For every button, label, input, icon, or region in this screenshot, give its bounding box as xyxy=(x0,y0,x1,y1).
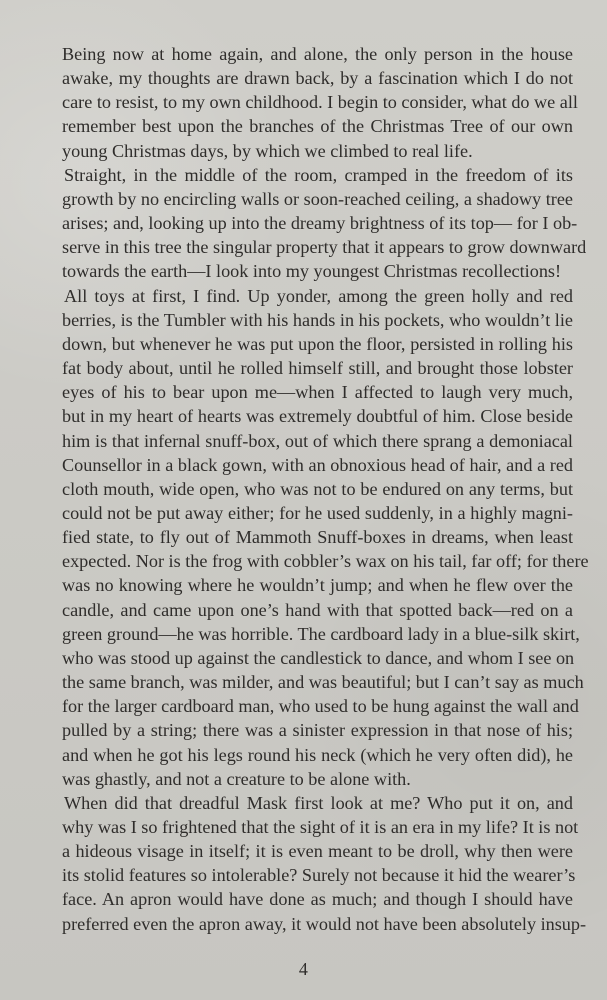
text-line: for the larger cardboard man, who used to be hung against the wall and xyxy=(62,696,579,717)
text-line: green ground—he was horrible. The cardboard lady in a blue-silk skirt, xyxy=(62,623,580,644)
paragraph-3 xyxy=(62,284,589,791)
text-line: was ghastly, and not a creature to be alone with. xyxy=(62,768,411,789)
text-line: its stolid features so intolerable? Surely not because it hid the wearer’s xyxy=(62,865,576,886)
text-line: candle, and came upon one’s hand with that spotted back—red on a xyxy=(62,599,573,620)
text-line: Straight, in the middle of the room, cramped in the freedom of its xyxy=(64,164,573,185)
text-line: serve in this tree the singular property that it appears to grow downward xyxy=(62,237,587,258)
text-line: remember best upon the branches of the Christmas Tree of our own xyxy=(62,116,573,137)
text-line: cloth mouth, wide open, who was not to be endured on any terms, but xyxy=(62,478,573,499)
text-line: All toys at first, I find. Up yonder, among the green holly and red xyxy=(64,285,573,306)
text-line: When did that dreadful Mask first look at me? Who put it on, and xyxy=(64,792,573,813)
text-line: Counsellor in a black gown, with an obnoxious head of hair, and a red xyxy=(62,454,573,475)
text-line: awake, my thoughts are drawn back, by a fascination which I do not xyxy=(62,68,573,89)
text-line: down, but whenever he was put upon the floor, persisted in rolling his xyxy=(62,333,573,354)
text-line: the same branch, was milder, and was beautiful; but I can’t say as much xyxy=(62,672,584,693)
paragraph-2 xyxy=(62,163,587,284)
text-block xyxy=(62,42,589,936)
text-line: fied state, to fly out of Mammoth Snuff-boxes in dreams, when least xyxy=(62,527,573,548)
text-line: berries, is the Tumbler with his hands in his pockets, who wouldn’t lie xyxy=(62,309,573,330)
text-line: a hideous visage in itself; it is even meant to be droll, why then were xyxy=(62,841,573,862)
text-line: was no knowing where he wouldn’t jump; and when he flew over the xyxy=(62,575,573,596)
paragraph-4 xyxy=(62,791,587,936)
text-line: towards the earth—I look into my youngest Christmas recollections! xyxy=(62,261,562,282)
text-line: fat body about, until he rolled himself still, and brought those lobster xyxy=(62,358,573,379)
paragraph-1 xyxy=(62,42,578,163)
text-line: Being now at home again, and alone, the only person in the house xyxy=(62,44,573,64)
text-line: him is that infernal snuff-box, out of which there sprang a demoniacal xyxy=(62,430,573,451)
text-line: growth by no encircling walls or soon-reached ceiling, a shadowy tree xyxy=(62,188,573,209)
text-line: who was stood up against the candlestick to dance, and whom I see on xyxy=(62,647,575,668)
page-number: 4 xyxy=(298,959,309,979)
text-line: eyes of his to bear upon me—when I affected to laugh very much, xyxy=(62,382,573,403)
text-line: arises; and, looking up into the dreamy brightness of its top— for I ob- xyxy=(62,213,578,234)
text-line: and when he got his legs round his neck (which he very often did), he xyxy=(62,744,573,765)
text-line: care to resist, to my own childhood. I begin to consider, what do we all xyxy=(62,92,578,113)
text-line: why was I so frightened that the sight of it is an era in my life? It is not xyxy=(62,817,579,837)
text-line: pulled by a string; there was a sinister expression in that nose of his; xyxy=(62,720,573,741)
text-line: preferred even the apron away, it would not have been absolutely insup- xyxy=(62,913,587,934)
text-line: could not be put away either; for he used suddenly, in a highly magni- xyxy=(62,502,573,523)
text-line: but in my heart of hearts was extremely doubtful of him. Close beside xyxy=(62,406,573,427)
text-line: expected. Nor is the frog with cobbler’s wax on his tail, far off; for there xyxy=(62,551,589,572)
text-line: face. An apron would have done as much; and though I should have xyxy=(62,889,573,910)
text-line: young Christmas days, by which we climbed to real life. xyxy=(62,140,473,161)
